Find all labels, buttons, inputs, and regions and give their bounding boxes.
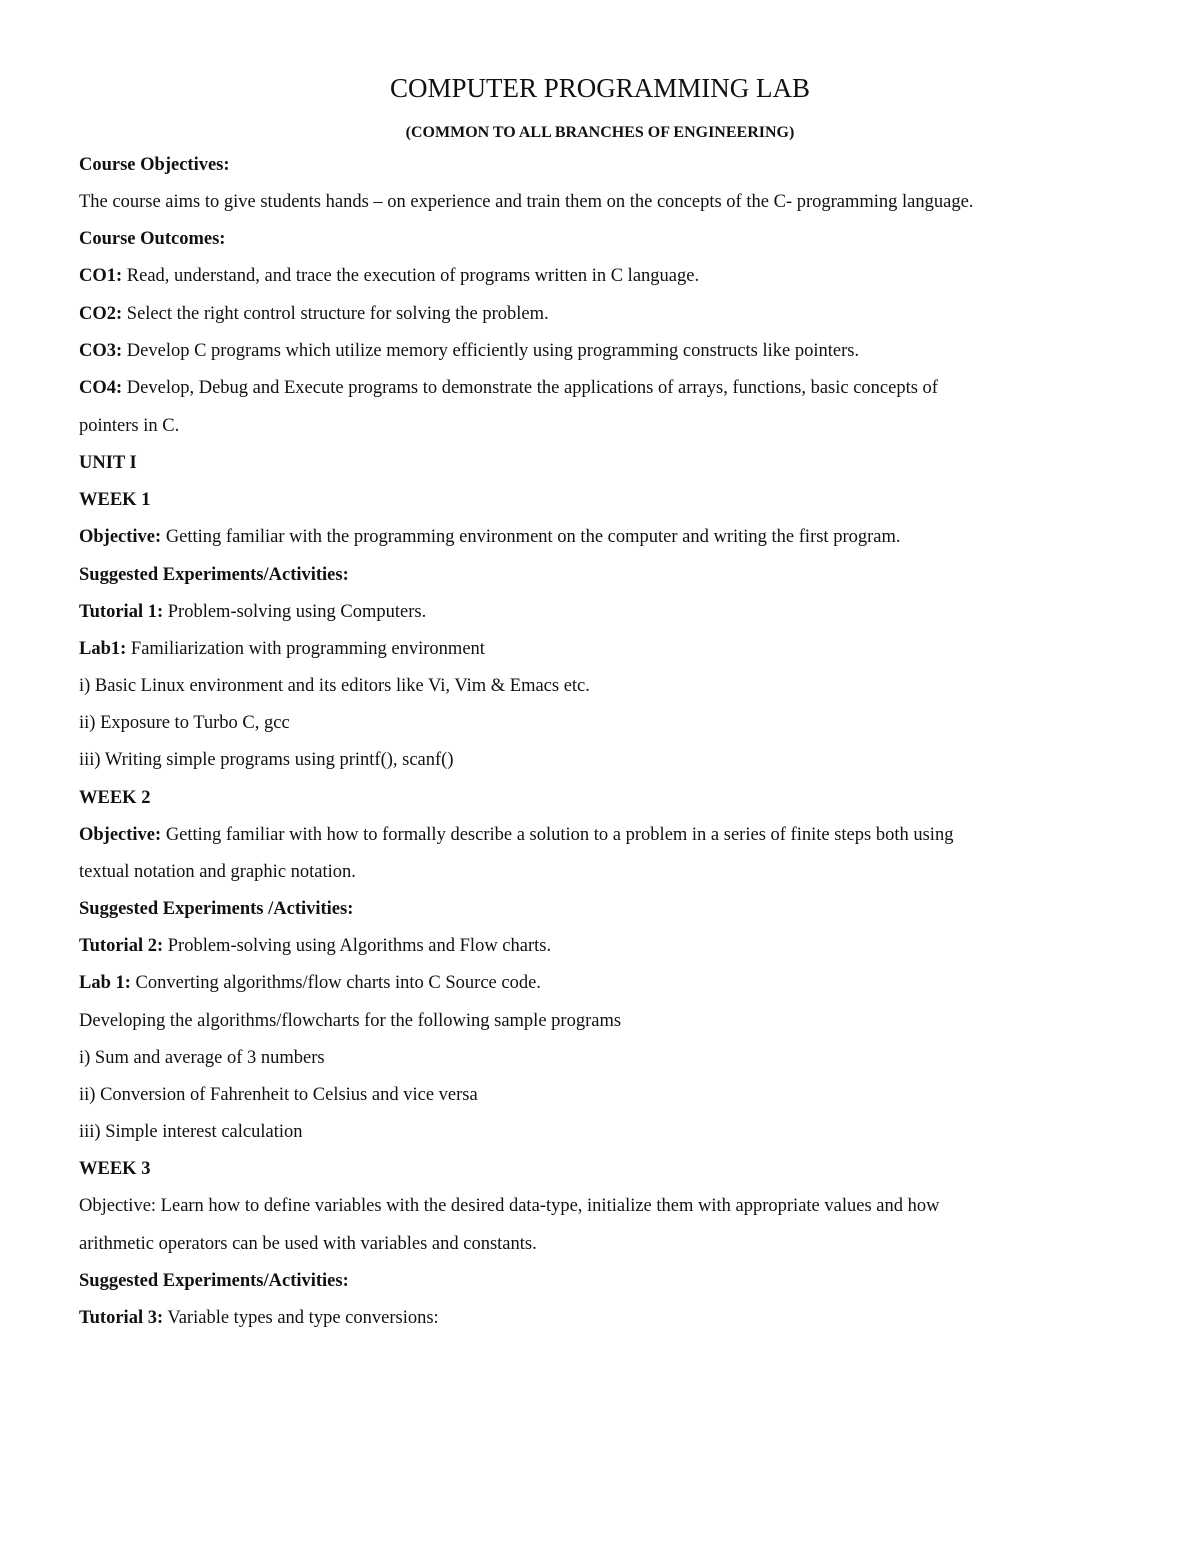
week2-objective-continuation: textual notation and graphic notation. <box>79 862 356 882</box>
course-objectives-text: The course aims to give students hands – on experience and train them on the concepts of the C- programming language. <box>79 192 974 212</box>
week3-tutorial <box>79 1306 439 1330</box>
week2-activities-heading: Suggested Experiments /Activities: <box>79 899 354 919</box>
outcome-label: CO4: <box>79 378 123 398</box>
week2-heading: WEEK 2 <box>79 788 151 808</box>
week1-heading: WEEK 1 <box>79 490 151 510</box>
week1-activities-heading: Suggested Experiments/Activities: <box>79 565 349 585</box>
week1-item-1: i) Basic Linux environment and its editors like Vi, Vim & Emacs etc. <box>79 676 590 696</box>
week2-tutorial <box>79 934 551 958</box>
week3-objective-continuation: arithmetic operators can be used with variables and constants. <box>79 1234 537 1254</box>
objective-label: Objective: <box>79 527 162 547</box>
tutorial-label: Tutorial 2: <box>79 936 164 956</box>
objective-text: Getting familiar with how to formally describe a solution to a problem in a series of finite steps both using <box>161 825 954 845</box>
unit-heading: UNIT I <box>79 453 137 473</box>
course-outcomes-heading: Course Outcomes: <box>79 229 226 249</box>
tutorial-text: Variable types and type conversions: <box>163 1308 439 1328</box>
week1-tutorial <box>79 600 426 624</box>
week2-lab <box>79 971 541 995</box>
document-title: COMPUTER PROGRAMMING LAB <box>389 73 811 103</box>
outcome-text: Develop C programs which utilize memory efficiently using programming constructs like pointers. <box>122 341 860 361</box>
objective-text: Getting familiar with the programming environment on the computer and writing the first program. <box>161 527 901 547</box>
week1-item-3: iii) Writing simple programs using printf(), scanf() <box>79 750 454 770</box>
week1-lab <box>79 637 485 661</box>
lab-text: Familiarization with programming environment <box>126 639 485 659</box>
outcome-co1 <box>79 264 699 288</box>
outcome-co3 <box>79 339 859 363</box>
week3-heading: WEEK 3 <box>79 1159 151 1179</box>
week2-item-1: i) Sum and average of 3 numbers <box>79 1048 325 1068</box>
outcome-co4-continuation: pointers in C. <box>79 416 180 436</box>
outcome-co2 <box>79 302 549 326</box>
document-subtitle: (COMMON TO ALL BRANCHES OF ENGINEERING) <box>405 124 795 141</box>
week2-item-2: ii) Conversion of Fahrenheit to Celsius and vice versa <box>79 1085 478 1105</box>
outcome-label: CO1: <box>79 266 123 286</box>
lab-label: Lab1: <box>79 639 127 659</box>
week3-objective: Objective: Learn how to define variables with the desired data-type, initialize them with appropriate values and how <box>79 1196 940 1216</box>
lab-label: Lab 1: <box>79 973 131 993</box>
course-objectives-heading: Course Objectives: <box>79 155 230 175</box>
week2-intro: Developing the algorithms/flowcharts for the following sample programs <box>79 1011 622 1031</box>
outcome-text: Read, understand, and trace the execution of programs written in C language. <box>122 266 700 286</box>
lab-text: Converting algorithms/flow charts into C Source code. <box>130 973 541 993</box>
tutorial-label: Tutorial 1: <box>79 602 164 622</box>
objective-label: Objective: <box>79 825 162 845</box>
week2-item-3: iii) Simple interest calculation <box>79 1122 303 1142</box>
week3-activities-heading: Suggested Experiments/Activities: <box>79 1271 349 1291</box>
week1-item-2: ii) Exposure to Turbo C, gcc <box>79 713 290 733</box>
outcome-co4 <box>79 376 938 400</box>
tutorial-text: Problem-solving using Computers. <box>163 602 427 622</box>
week1-objective <box>79 525 901 549</box>
outcome-label: CO2: <box>79 304 123 324</box>
tutorial-text: Problem-solving using Algorithms and Flow charts. <box>163 936 552 956</box>
outcome-text: Select the right control structure for solving the problem. <box>122 304 549 324</box>
outcome-text: Develop, Debug and Execute programs to demonstrate the applications of arrays, functions, basic concepts of <box>122 378 938 398</box>
week2-objective <box>79 823 953 847</box>
tutorial-label: Tutorial 3: <box>79 1308 164 1328</box>
outcome-label: CO3: <box>79 341 123 361</box>
